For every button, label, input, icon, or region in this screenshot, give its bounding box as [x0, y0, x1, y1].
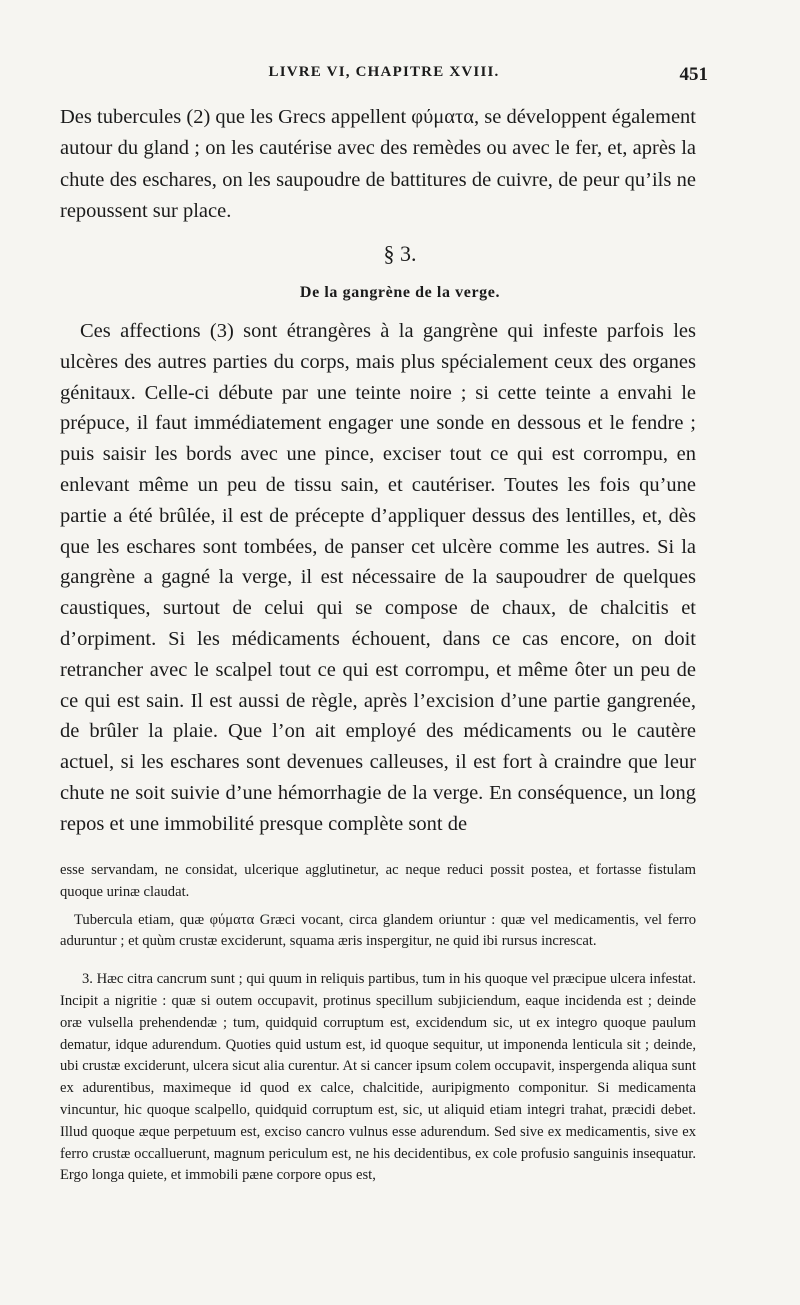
footnote-3: 3. Hæc citra cancrum sunt ; qui quum in reliquis partibus, tum in his quoque vel præcipue ulcera infestat. Incipit a nigritie : quæ si outem occupavit, protinus specillum subjiciendum, eaque incidenda est ; deinde oræ vulsella prehendendæ ; tum, quidquid corruptum est, excidendum sic, ut ex integro quoque paulum dematur, idque adurendum. Quoties quid ustum est, id quoque sequitur, ut imponenda lenticula sit ; deinde, ubi crustæ exciderunt, ulcera sicut alia curentur. At si cancer ipsum colem occupavit, inspergenda aliqua sunt ex adurentibus, maximeque id quod ex calce, chalcitide, auripigmento componitur. Si medicamenta vincuntur, hic quoque scalpello, quidquid corruptum est, sic, ut aliquid etiam integri trahat, præcidi debet. Illud quoque æque perpetuum est, exciso cancro vulnus esse adurendum. Sed sive ex medicamentis, sive ex ferro crustæ occalluerunt, magnum periculum est, ne his decidentibus, ex cole profusio sanguinis insequatur. Ergo longa quiete, et immobili pæne corpore opus est, — [60, 971, 696, 1184]
page-number: 451 — [679, 64, 708, 85]
running-head — [60, 64, 708, 88]
section-number: § 3. — [383, 241, 417, 266]
running-title: LIVRE VI, CHAPITRE XVIII. — [268, 64, 500, 80]
footnote-continuation: esse servandam, ne considat, ulcerique agglutinetur, ac neque reduci possit postea, et fortasse fistulam quoque urinæ claudat. — [60, 862, 696, 900]
footnotes — [60, 860, 696, 1187]
main-text — [60, 102, 696, 228]
section-paragraph: Ces affections (3) sont étrangères à la gangrène qui infeste parfois les ulcères des autres parties du corps, mais plus spécialement ceux des organes génitaux. Celle-ci débute par une teinte noire ; si cette teinte a envahi le prépuce, il faut immédiatement engager une sonde en dessous et le fendre ; puis saisir les bords avec une pince, exciser tout ce qui est corrompu, en enlevant même un peu de tissu sain, et cautériser. Toutes les fois qu’une partie a été brûlée, il est de précepte d’appliquer dessus des lentilles, et, dès que les eschares sont tombées, de panser cet ulcère comme les autres. Si la gangrène a gagné la verge, il est nécessaire de la saupoudrer de quelques caustiques, surtout de celui qui se compose de chaux, de chalcitis et d’orpiment. Si les médicaments échouent, dans ce cas encore, on doit retrancher avec le scalpel tout ce qui est corrompu, et même ôter un peu de ce qui est sain. Il est aussi de règle, après l’excision d’une partie gangrenée, de brûler la plaie. Que l’on ait employé des médicaments ou le cautère actuel, si les eschares sont devenues calleuses, il est fort à craindre que leur chute ne soit suivie d’une hémorrhagie de la verge. En conséquence, un long repos et une immobilité presque complète sont de — [60, 320, 696, 835]
main-paragraph: Des tubercules (2) que les Grecs appellent φύματα, se développent également autour du gland ; on les cautérise avec des remèdes ou avec le fer, et, après la chute des eschares, on les saupoudre de battitures de cuivre, de peur qu’ils ne repoussent sur place. — [60, 106, 696, 223]
section-text — [60, 316, 696, 840]
section-title: De la gangrène de la verge. — [299, 284, 501, 301]
footnote-2: Tubercula etiam, quæ φύματα Græci vocant, circa glandem oriuntur : quæ vel medicamentis, vel ferro aduruntur ; et quùm crustæ exciderunt, squama æris inspergitur, ne quid ibi rursus increscat. — [60, 911, 696, 950]
